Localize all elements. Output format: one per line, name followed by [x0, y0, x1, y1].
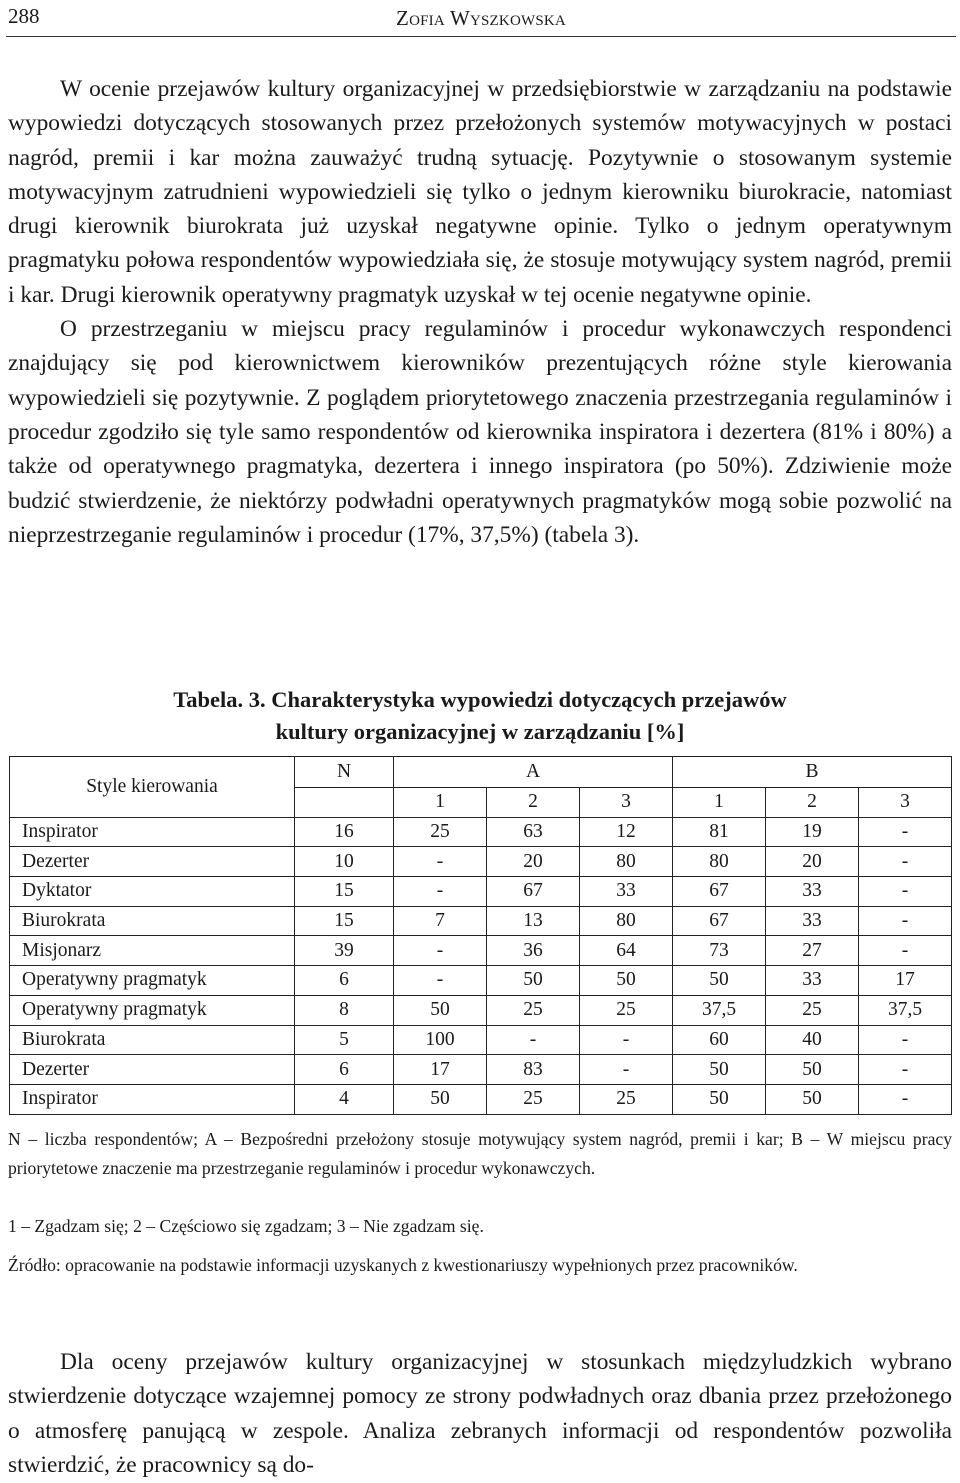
table-cell: 36 [487, 936, 580, 966]
table-cell: - [394, 847, 487, 877]
table-cell: 40 [766, 1025, 859, 1055]
table-cell: - [394, 936, 487, 966]
table-cell: 100 [394, 1025, 487, 1055]
table-cell: 80 [673, 847, 766, 877]
col-header-n: N [295, 757, 394, 788]
table-cell: 4 [295, 1084, 394, 1114]
table-cell: - [859, 1084, 952, 1114]
subheader-cell: 1 [673, 788, 766, 818]
table-cell: 19 [766, 817, 859, 847]
table-row [10, 1084, 952, 1114]
table-cell: 50 [673, 1084, 766, 1114]
table-cell: 25 [487, 995, 580, 1025]
table-cell: - [859, 906, 952, 936]
row-style-name: Dezerter [10, 1055, 295, 1085]
running-head: Zofia Wyszkowska [396, 6, 566, 30]
table-row [10, 1025, 952, 1055]
row-style-name: Biurokrata [10, 906, 295, 936]
table-cell: 33 [580, 877, 673, 907]
table-cell: - [859, 817, 952, 847]
table-cell: - [859, 1025, 952, 1055]
table-notes-source [8, 1251, 952, 1280]
table-cell: - [859, 877, 952, 907]
table-cell: 37,5 [859, 995, 952, 1025]
subheader-cell: 1 [394, 788, 487, 818]
table-row [10, 1055, 952, 1085]
data-table [9, 756, 952, 1115]
table-header-row [10, 757, 952, 788]
paragraph: O przestrzeganiu w miejscu pracy regulaminów i procedur wykonawczych respondenci znajdujący się pod kierownictwem kierowników prezentujących różne style kierowania wypowiedzieli się pozytywnie. Z poglądem priorytetowego znaczenia przestrzegania regulaminów i procedur zgodziło się tyle samo respondentów od kierownika inspiratora i dezertera (81% i 80%) a także od operatywnego pragmatyka, dezertera i innego inspiratora (po 50%). Zdziwienie może budzić stwierdzenie, że niektórzy podwładni operatywnych pragmatyków mogą sobie pozwolić na nieprzestrzeganie regulaminów i procedur (17%, 37,5%) (tabela 3). [8, 316, 952, 548]
table-cell: 73 [673, 936, 766, 966]
table-cell: - [487, 1025, 580, 1055]
table-cell: 20 [766, 847, 859, 877]
subheader-cell: 3 [580, 788, 673, 818]
table-cell: - [859, 1055, 952, 1085]
col-header-group-b: B [673, 757, 952, 788]
table-cell: 50 [580, 966, 673, 996]
table-cell: 50 [394, 995, 487, 1025]
table-cell: 63 [487, 817, 580, 847]
table-caption-line: Tabela. 3. Charakterystyka wypowiedzi dotyczących przejawów [173, 687, 787, 712]
table-cell: 25 [487, 1084, 580, 1114]
table-body [10, 817, 952, 1114]
table-cell: 33 [766, 877, 859, 907]
table-caption [0, 684, 960, 748]
table-notes-legend [8, 1125, 952, 1183]
table-cell: 39 [295, 936, 394, 966]
table-cell: - [580, 1025, 673, 1055]
table-cell: 67 [673, 877, 766, 907]
table-cell: 7 [394, 906, 487, 936]
note-legend: N – liczba respondentów; A – Bezpośredni przełożony stosuje motywujący system nagród, premii i kar; B – W miejscu pracy priorytetowe znaczenie ma przestrzeganie regulaminów i procedur wykonawczych. [8, 1129, 952, 1178]
table-cell: 15 [295, 906, 394, 936]
table-cell: - [580, 1055, 673, 1085]
subheader-cell-empty [295, 788, 394, 818]
table-cell: 25 [580, 1084, 673, 1114]
table-row [10, 817, 952, 847]
row-style-name: Operatywny pragmatyk [10, 966, 295, 996]
table-cell: - [859, 847, 952, 877]
note-source: Źródło: opracowanie na podstawie informacji uzyskanych z kwestionariuszy wypełnionych przez pracowników. [8, 1255, 798, 1275]
table-row [10, 906, 952, 936]
paragraph: W ocenie przejawów kultury organizacyjnej w przedsiębiorstwie w zarządzaniu na podstawie wypowiedzi dotyczących stosowanych przez przełożonych systemów motywacyjnych w postaci nagród, premii i kar można zauważyć trudną sytuację. Pozytywnie o stosowanym systemie motywacyjnym zatrudnieni wypowiedzieli się tylko o jednym kierowniku biurokracie, natomiast drugi kierownik biurokrata już uzyskał negatywne opinie. Tylko o jednym operatywnym pragmatyku połowa respondentów wypowiedziała się, że stosuje motywujący system nagród, premii i kar. Drugi kierownik operatywny pragmatyk uzyskał w tej ocenie negatywne opinie. [8, 76, 952, 308]
paragraph: Dla oceny przejawów kultury organizacyjnej w stosunkach międzyludzkich wybrano stwierdzenie dotyczące wzajemnej pomocy ze strony podwładnych oraz dbania przez przełożonego o atmosferę panującą w zespole. Analiza zebranych informacji od respondentów pozwoliła stwierdzić, że pracownicy są do- [8, 1349, 952, 1478]
table-cell: - [394, 877, 487, 907]
table-cell: 50 [766, 1055, 859, 1085]
table-cell: 20 [487, 847, 580, 877]
table-cell: 6 [295, 966, 394, 996]
table-cell: 6 [295, 1055, 394, 1085]
table-cell: 60 [673, 1025, 766, 1055]
table-cell: 33 [766, 906, 859, 936]
table-row [10, 966, 952, 996]
table-cell: 25 [394, 817, 487, 847]
row-style-name: Misjonarz [10, 936, 295, 966]
table-cell: 27 [766, 936, 859, 966]
table-cell: 67 [487, 877, 580, 907]
table-cell: 5 [295, 1025, 394, 1055]
subheader-cell: 2 [766, 788, 859, 818]
table-cell: 10 [295, 847, 394, 877]
table-cell: 83 [487, 1055, 580, 1085]
page-number: 288 [8, 4, 40, 28]
row-style-name: Inspirator [10, 817, 295, 847]
table-cell: 13 [487, 906, 580, 936]
subheader-cell: 3 [859, 788, 952, 818]
table-cell: 50 [673, 1055, 766, 1085]
table-cell: 50 [673, 966, 766, 996]
table-row [10, 936, 952, 966]
table-cell: 81 [673, 817, 766, 847]
table-cell: 15 [295, 877, 394, 907]
col-header-style: Style kierowania [10, 757, 295, 818]
note-scale: 1 – Zgadzam się; 2 – Częściowo się zgadzam; 3 – Nie zgadzam się. [8, 1216, 484, 1236]
row-style-name: Operatywny pragmatyk [10, 995, 295, 1025]
table-cell: 50 [487, 966, 580, 996]
table-cell: 33 [766, 966, 859, 996]
table-row [10, 877, 952, 907]
row-style-name: Inspirator [10, 1084, 295, 1114]
table-cell: 25 [766, 995, 859, 1025]
body-text-bottom [8, 1345, 952, 1482]
table-cell: 8 [295, 995, 394, 1025]
table-cell: 25 [580, 995, 673, 1025]
subheader-cell: 2 [487, 788, 580, 818]
table-cell: 17 [394, 1055, 487, 1085]
col-header-group-a: A [394, 757, 673, 788]
table-cell: 17 [859, 966, 952, 996]
table-cell: 67 [673, 906, 766, 936]
page-header [6, 2, 956, 37]
table-row [10, 995, 952, 1025]
row-style-name: Biurokrata [10, 1025, 295, 1055]
table-cell: 80 [580, 906, 673, 936]
row-style-name: Dezerter [10, 847, 295, 877]
table-cell: 80 [580, 847, 673, 877]
body-text-top [8, 72, 952, 552]
row-style-name: Dyktator [10, 877, 295, 907]
table-cell: 50 [394, 1084, 487, 1114]
table-row [10, 847, 952, 877]
table-cell: 16 [295, 817, 394, 847]
table-cell: - [859, 936, 952, 966]
table-cell: 64 [580, 936, 673, 966]
table-cell: 12 [580, 817, 673, 847]
table-caption-line: kultury organizacyjnej w zarządzaniu [%] [275, 719, 685, 744]
table-cell: 37,5 [673, 995, 766, 1025]
table-notes-scale [8, 1212, 952, 1241]
table-cell: - [394, 966, 487, 996]
table-cell: 50 [766, 1084, 859, 1114]
